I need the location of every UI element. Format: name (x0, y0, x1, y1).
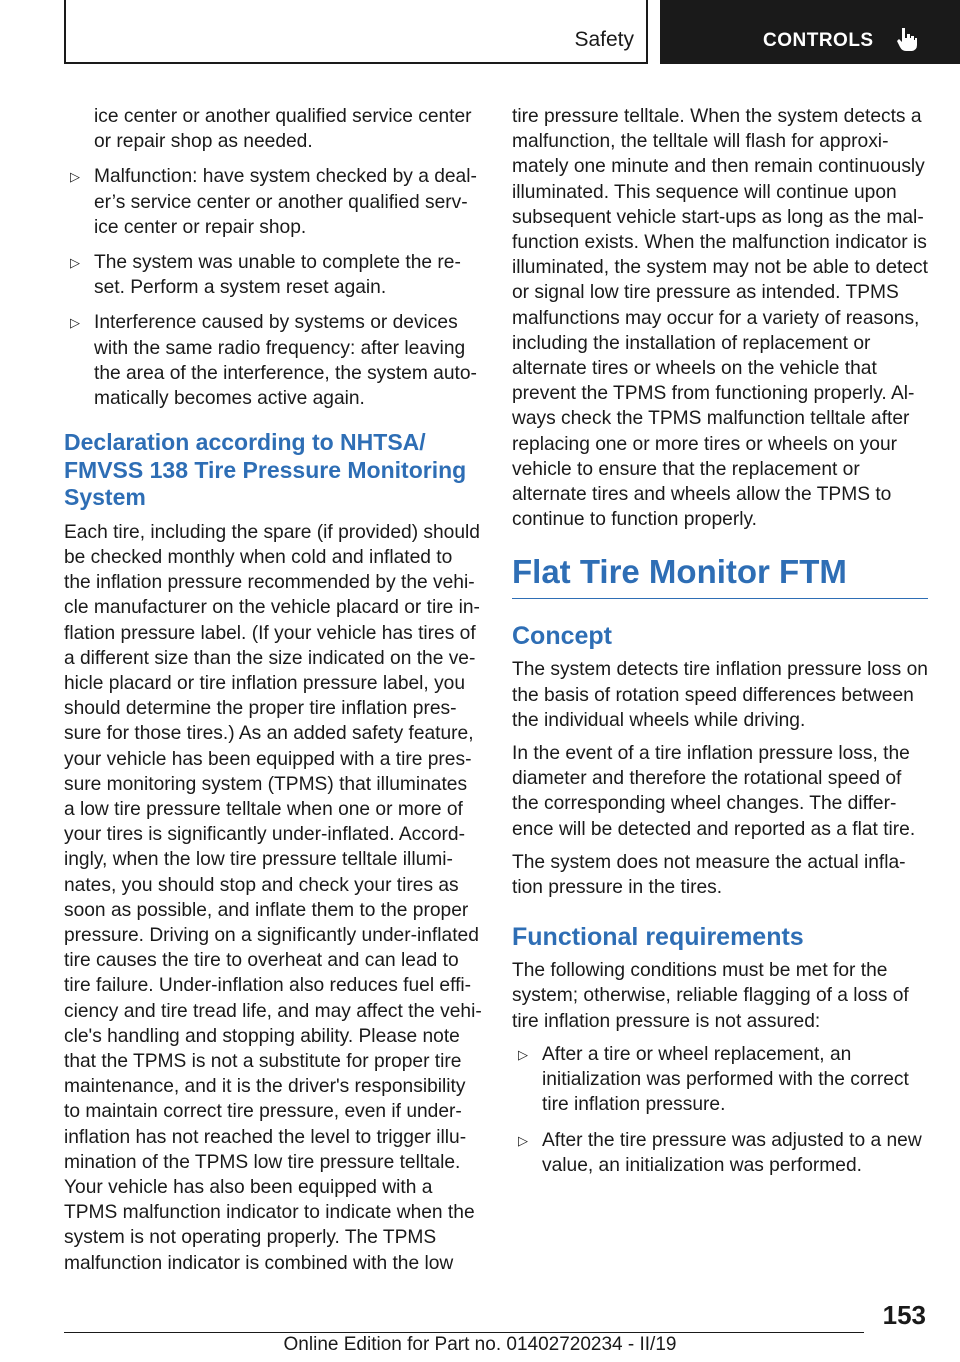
continued-paragraph: ice center or another qualified service center or repair shop as needed. (94, 106, 472, 153)
body-paragraph: Each tire, including the spare (if provided) should be checked monthly when cold and inflated to the inflation pressure recommended by the vehicle manufacturer on the vehicle placard or tire inflation pressure label. (If your vehicle has tires of a different size than the size indicated on the vehicle placard or tire inflation pressure label, you should determine the proper tire inflation pressure for those tires.) As an added safety feature, your vehicle has been equipped with a tire pressure monitoring system (TPMS) that illuminates a low tire pressure telltale when one or more of your tires is significantly under-inflated. Accordingly, when the low tire pressure telltale illuminates, you should stop and check your tires as soon as possible, and inflate them to the proper pressure. Driving on a significantly under-inflated tire causes the tire to overheat and can lead to tire failure. Under-inflation also reduces fuel efficiency and tire tread life, and may affect the vehicle's handling and stopping ability. Please note that the TPMS is not a substitute for proper tire maintenance, and it is the driver's responsibility to maintain correct tire pressure, even if under-inflation has not reached the level to trigger illumination of the TPMS low tire pressure telltale. Your vehicle has also been equipped with a TPMS malfunction indicator to indicate when the system is not operating properly. The TPMS malfunction indicator is combined with the low (64, 521, 482, 1274)
body-paragraph: In the event of a tire inflation pressure loss, the diameter and therefore the rotational speed of the corresponding wheel changes. The difference will be detected and reported as a flat tire. (512, 743, 916, 840)
list-item (64, 250, 482, 300)
list-item-text: After a tire or wheel replacement, an initialization was performed with the correct tire inflation pressure. (542, 1043, 909, 1116)
list-item-text: After the tire pressure was adjusted to a new value, an initialization was performed. (542, 1129, 922, 1176)
concept-heading: Concept (512, 622, 612, 651)
body-paragraph: The system does not measure the actual inflation pressure in the tires. (512, 851, 906, 899)
chapter-tab (660, 0, 960, 64)
footer-divider (64, 1332, 864, 1333)
page-number: 153 (882, 1300, 926, 1330)
triangle-bullet-icon: ▷ (70, 315, 80, 331)
footer-edition: Online Edition for Part no. 01402720234 - II/19 (283, 1334, 677, 1355)
list-item (512, 1042, 928, 1118)
header-frame (64, 0, 648, 64)
list-item (64, 164, 482, 240)
triangle-bullet-icon: ▷ (70, 169, 80, 185)
continued-paragraph: tire pressure telltale. When the system detects a malfunction, the telltale will flash for approximately one minute and then remain continuously illuminated. This sequence will continue upon subsequent vehicle start-ups as long as the malfunction exists. When the malfunction indicator is illuminated, the system may not be able to detect or signal low tire pressure as intended. TPMS malfunctions may occur for a variety of reasons, including the installation of replacement or alternate tires or wheels on the vehicle that prevent the TPMS from functioning properly. Always check the TPMS malfunction telltale after replacing one or more tires or wheels on your vehicle to ensure that the replacement or alternate tires and wheels allow the TPMS to continue to function properly. (512, 106, 928, 531)
chapter-heading: Flat Tire Monitor FTM (512, 552, 928, 599)
body-paragraph: The system detects tire inflation pressure loss on the basis of rotation speed differences between the individual wheels while driving. (512, 659, 928, 731)
list-item-text: The system was unable to complete the reset. Perform a system reset again. (94, 252, 461, 299)
list-item (512, 1128, 928, 1178)
list-item (64, 310, 482, 411)
hand-pointer-icon (896, 26, 918, 57)
body-paragraph: The following conditions must be met for the system; otherwise, reliable flagging of a loss of tire inflation pressure is not assured: (512, 960, 909, 1032)
section-heading: Declaration according to NHTSA/ FMVSS 138 Tire Pressure Monitoring System (64, 429, 467, 511)
triangle-bullet-icon: ▷ (70, 255, 80, 271)
section-title: Safety (574, 28, 634, 51)
list-item-text: Malfunction: have system checked by a dealer’s service center or another qualified service center or repair shop. (94, 166, 477, 238)
requirements-heading: Functional requirements (512, 923, 804, 952)
chapter-tab-label: CONTROLS (763, 30, 874, 51)
triangle-bullet-icon: ▷ (518, 1132, 528, 1148)
left-column (64, 104, 482, 1284)
list-item-text: Interference caused by systems or devices with the same radio frequency: after leaving the area of the interference, the system automatically becomes active again. (94, 312, 477, 410)
right-column (512, 104, 928, 1188)
triangle-bullet-icon: ▷ (518, 1046, 528, 1062)
